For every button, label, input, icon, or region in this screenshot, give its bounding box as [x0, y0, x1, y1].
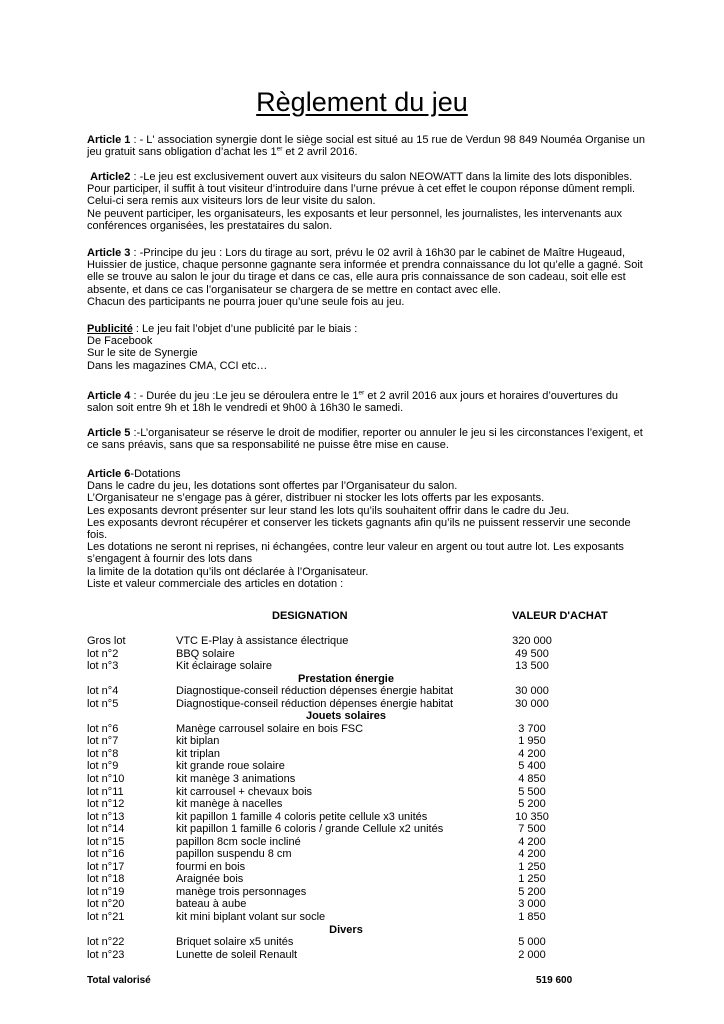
section-title: Prestation énergie [298, 672, 394, 685]
designation-cell: kit biplan [176, 735, 220, 748]
lot-cell: lot n°10 [87, 773, 125, 786]
designation-cell: kit triplan [176, 747, 221, 760]
value-cell: 3 000 [518, 898, 546, 911]
lot-cell: lot n°20 [87, 898, 125, 911]
article-6-line: la limite de la dotation qu’ils ont déclarée à l’Organisateur. [87, 565, 369, 578]
table-row [87, 911, 632, 924]
article-4-text: : - Durée du jeu :Le jeu se déroulera entre le 1 [130, 390, 359, 402]
table-row [87, 886, 632, 899]
lot-cell: lot n°22 [87, 936, 125, 949]
table-row [87, 798, 632, 811]
value-cell: 1 850 [518, 911, 546, 924]
table-section-row [87, 924, 632, 937]
table-row [87, 723, 632, 736]
header-designation: DESIGNATION [272, 610, 348, 622]
lot-cell: lot n°21 [87, 911, 125, 924]
table-row [87, 949, 632, 962]
article-2-line-3: Celui-ci sera remis aux visiteurs lors de leur visite du salon. [87, 195, 376, 208]
lot-cell: lot n°5 [87, 697, 119, 710]
table-row [87, 823, 632, 836]
table-row [87, 635, 632, 648]
article-1-sup: er [276, 145, 283, 153]
value-cell: 5 400 [518, 760, 546, 773]
value-cell: 7 500 [518, 823, 546, 836]
total-label: Total valorisé [87, 975, 151, 986]
article-6 [87, 468, 647, 590]
value-cell: 4 200 [518, 848, 546, 861]
value-cell: 5 200 [518, 798, 546, 811]
designation-cell: Manège carrousel solaire en bois FSC [176, 722, 364, 735]
table-header [87, 610, 632, 624]
lot-cell: lot n°2 [87, 647, 119, 660]
designation-cell: Kit éclairage solaire [176, 660, 272, 673]
lot-cell: Gros lot [87, 635, 126, 647]
designation-cell: Briquet solaire x5 unités [176, 936, 294, 949]
value-cell: 5 500 [518, 785, 546, 798]
article-2-line-2: Pour participer, il suffit à tout visiteur d’introduire dans l’urne prévue à cet effet le coupon réponse dûment rempli. [87, 183, 636, 196]
table-row [87, 760, 632, 773]
header-value: VALEUR D'ACHAT [512, 610, 608, 622]
article-1-label: Article 1 [87, 134, 131, 146]
lot-cell: lot n°4 [87, 685, 119, 698]
article-6-label: Article 6 [87, 468, 131, 480]
publicite-item: Dans les magazines CMA, CCI etc… [87, 359, 268, 372]
value-cell: 5 000 [518, 936, 546, 949]
value-cell: 320 000 [512, 635, 552, 647]
page-title: Règlement du jeu [256, 87, 468, 117]
article-4-label: Article 4 [87, 390, 131, 402]
article-6-line: Les dotations ne seront ni reprises, ni échangées, contre leur valeur en argent ou tout autre lot. Les exposants s’engagent à fournir des lots dans [87, 541, 624, 566]
table-row [87, 898, 632, 911]
article-2-label: Article2 [90, 171, 131, 183]
article-4-sup: er [358, 389, 365, 397]
article-3 [87, 247, 647, 308]
value-cell: 1 250 [518, 860, 546, 873]
value-cell: 49 500 [515, 647, 549, 660]
article-3-text: : -Principe du jeu : Lors du tirage au sort, prévu le 02 avril à 16h30 par le cabinet de Maître Hugeaud, Huissier de justice, chaque personne gagnante sera informée et prendra connaissance du lot qu’elle a gagné. Soit elle se trouve au salon le jour du tirage et dans ce cas, elle aura pris connaissance de son cadeau, soit elle est absente, et dans ce cas l’organisateur se chargera de se mettre en contact avec elle. [87, 247, 643, 296]
designation-cell: papillon 8cm socle incliné [176, 835, 301, 848]
article-6-line: Les exposants devront présenter sur leur stand les lots qu’ils souhaitent offrir dans le cadre du Jeu. [87, 504, 570, 517]
article-2 [87, 171, 647, 232]
table-body [87, 635, 632, 961]
designation-cell: manège trois personnages [176, 885, 307, 898]
lot-cell: lot n°9 [87, 760, 119, 773]
table-row [87, 848, 632, 861]
designation-cell: kit grande roue solaire [176, 760, 285, 773]
article-1-text: : - L' association synergie dont le siège social est situé au 15 rue de Verdun 98 849 Nouméa Organise un jeu gratuit sans obligation d’achat les 1 [87, 134, 645, 159]
section-title: Divers [329, 923, 363, 936]
designation-cell: papillon suspendu 8 cm [176, 848, 292, 861]
table-row [87, 698, 632, 711]
table-row [87, 836, 632, 849]
article-3-label: Article 3 [87, 247, 131, 259]
publicite-label: Publicité [87, 323, 133, 335]
table-row [87, 811, 632, 824]
article-4-text-end: et 2 avril 2016 aux jours et horaires d’ouvertures du salon soit entre 9h et 18h le vendredi et 9h00 à 16h30 le samedi. [87, 390, 619, 415]
table-row [87, 748, 632, 761]
lot-cell: lot n°8 [87, 747, 119, 760]
article-2-line-1: : -Le jeu est exclusivement ouvert aux visiteurs du salon NEOWATT dans la limite des lots disponibles. [130, 171, 633, 183]
lot-cell: lot n°14 [87, 823, 125, 836]
article-5-text: :-L’organisateur se réserve le droit de modifier, reporter ou annuler le jeu si les circonstances l’exigent, et ce sans préavis, sans que sa responsabilité ne puisse être mise en cause. [87, 427, 643, 452]
value-cell: 10 350 [515, 810, 549, 823]
table-row [87, 735, 632, 748]
lot-cell: lot n°11 [87, 785, 124, 798]
designation-cell: VTC E-Play à assistance électrique [176, 635, 349, 647]
designation-cell: Lunette de soleil Renault [176, 948, 298, 961]
article-5 [87, 427, 647, 451]
article-3-line-2: Chacun des participants ne pourra jouer qu’une seule fois au jeu. [87, 295, 405, 308]
designation-cell: BBQ solaire [176, 647, 235, 660]
value-cell: 3 700 [518, 722, 546, 735]
table-row [87, 685, 632, 698]
lot-cell: lot n°18 [87, 873, 125, 886]
designation-cell: kit papillon 1 famille 4 coloris petite cellule x3 unités [176, 810, 428, 823]
lot-cell: lot n°15 [87, 835, 125, 848]
table-row [87, 660, 632, 673]
designation-cell: Diagnostique-conseil réduction dépenses énergie habitat [176, 685, 454, 698]
article-6-line: L’Organisateur ne s’engage pas à gérer, distribuer ni stocker les lots offerts par les exposants. [87, 492, 545, 505]
value-cell: 1 950 [518, 735, 546, 748]
designation-cell: kit carrousel + chevaux bois [176, 785, 313, 798]
value-cell: 30 000 [515, 697, 549, 710]
table-row [87, 861, 632, 874]
designation-cell: fourmi en bois [176, 860, 246, 873]
publicite-item: De Facebook [87, 335, 153, 348]
table-section-row [87, 673, 632, 686]
value-cell: 13 500 [515, 660, 549, 673]
publicite-text: : Le jeu fait l’objet d’une publicité par le biais : [132, 323, 358, 335]
lot-cell: lot n°6 [87, 722, 119, 735]
table-row [87, 873, 632, 886]
article-6-line: Dans le cadre du jeu, les dotations sont offertes par l’Organisateur du salon. [87, 480, 458, 493]
value-cell: 4 850 [518, 773, 546, 786]
value-cell: 1 250 [518, 873, 546, 886]
article-6-label-rest: -Dotations [130, 468, 181, 480]
designation-cell: kit manège 3 animations [176, 773, 296, 786]
lot-cell: lot n°23 [87, 948, 125, 961]
lot-cell: lot n°3 [87, 660, 119, 673]
designation-cell: Araignée bois [176, 873, 244, 886]
lot-cell: lot n°19 [87, 885, 125, 898]
designation-cell: kit papillon 1 famille 6 coloris / grande Cellule x2 unités [176, 823, 444, 836]
value-cell: 4 200 [518, 835, 546, 848]
article-6-line: Les exposants devront récupérer et conserver les tickets gagnants afin qu’ils ne puissent resservir une seconde fois. [87, 516, 631, 542]
total-value: 519 600 [536, 975, 573, 986]
dotation-table [87, 610, 632, 961]
lot-cell: lot n°12 [87, 798, 125, 811]
lot-cell: lot n°13 [87, 810, 125, 823]
publicite-section [87, 323, 647, 372]
table-section-row [87, 710, 632, 723]
designation-cell: bateau à aube [176, 898, 247, 911]
table-row [87, 773, 632, 786]
article-2-line-4: Ne peuvent participer, les organisateurs, les exposants et leur personnel, les journalistes, les intervenants aux conférences organisées, les prestataires du salon. [87, 207, 623, 232]
table-row [87, 936, 632, 949]
publicite-item: Sur le site de Synergie [87, 347, 198, 360]
article-6-line: Liste et valeur commerciale des articles en dotation : [87, 577, 344, 590]
table-row [87, 786, 632, 799]
article-1-text-end: et 2 avril 2016. [282, 146, 358, 159]
value-cell: 5 200 [518, 885, 546, 898]
section-title: Jouets solaires [305, 710, 387, 723]
designation-cell: kit manège à nacelles [176, 798, 283, 811]
designation-cell: kit mini biplant volant sur socle [176, 911, 326, 924]
lot-cell: lot n°17 [87, 860, 125, 873]
value-cell: 2 000 [518, 948, 546, 961]
table-row [87, 648, 632, 661]
lot-cell: lot n°16 [87, 848, 125, 861]
value-cell: 30 000 [515, 685, 549, 698]
article-5-label: Article 5 [87, 427, 131, 439]
article-1 [87, 134, 647, 158]
designation-cell: Diagnostique-conseil réduction dépenses énergie habitat [176, 697, 454, 710]
lot-cell: lot n°7 [87, 735, 119, 748]
value-cell: 4 200 [518, 747, 546, 760]
article-4 [87, 390, 647, 414]
